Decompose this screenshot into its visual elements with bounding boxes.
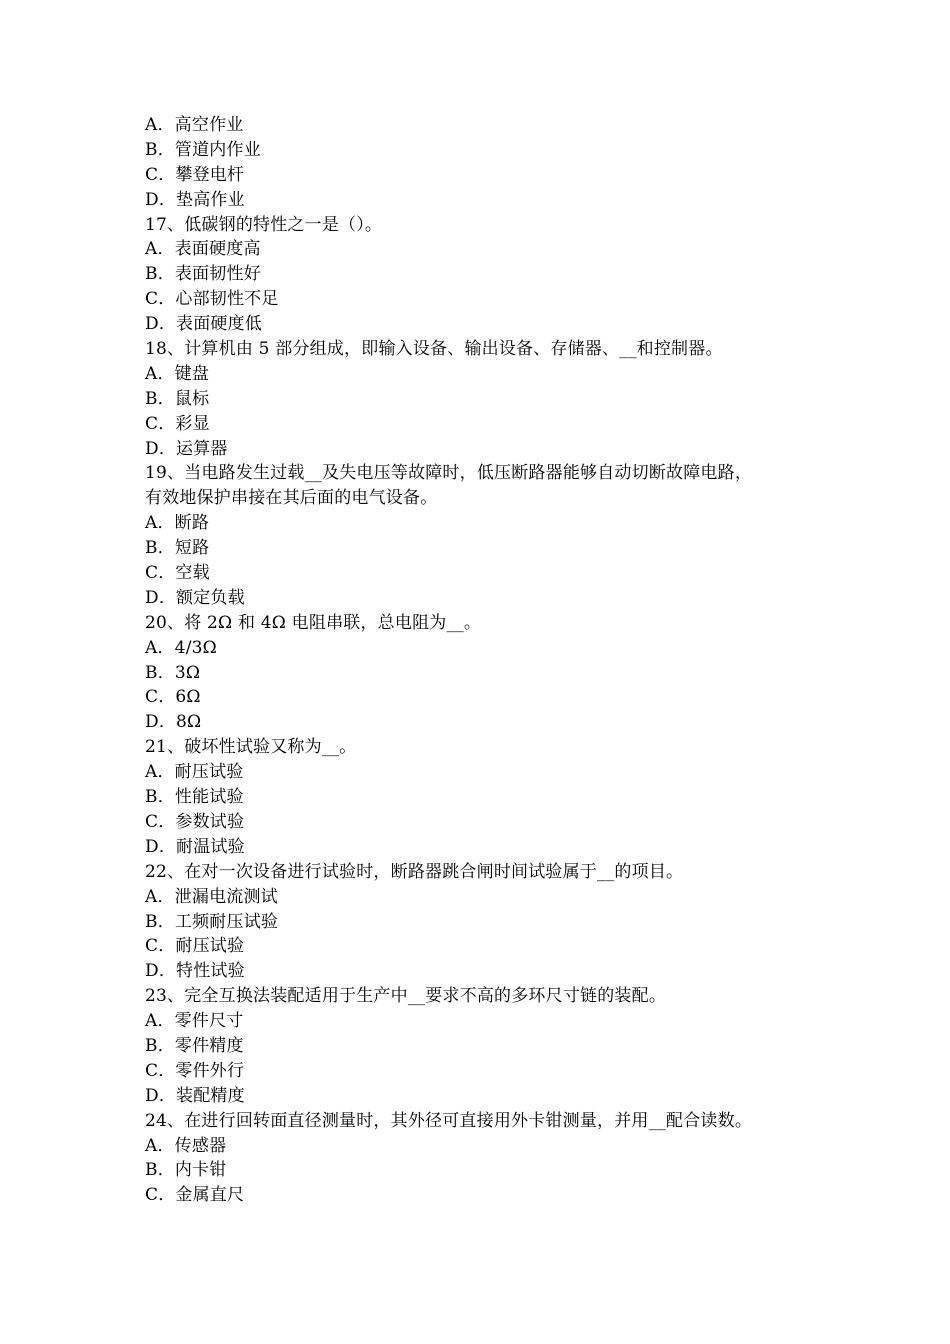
question-20: 20、将 2Ω 和 4Ω 电阻串联，总电阻为__。 [145,612,482,633]
option-line: B．性能试验 [145,787,244,808]
option-line: D．额定负载 [145,587,245,608]
option-line: B．工频耐压试验 [145,911,279,932]
question-19: 19、当电路发生过载__及失电压等故障时，低压断路器能够自动切断故障电路， [145,463,753,484]
option-line: C．心部韧性不足 [145,289,279,310]
option-line: C．彩显 [145,413,210,434]
question-21: 21、破坏性试验又称为__。 [145,737,357,758]
option-line: A．键盘 [145,363,210,384]
option-line: B．3Ω [145,662,201,683]
option-line: B．管道内作业 [145,139,261,160]
option-line: C．金属直尺 [145,1185,245,1206]
option-line: A．传感器 [145,1135,227,1156]
option-line: B．短路 [145,538,210,559]
question-24: 24、在进行回转面直径测量时，其外径可直接用外卡钳测量，并用__配合读数。 [145,1110,753,1131]
option-line: D．垫高作业 [145,189,245,210]
option-line: D．特性试验 [145,961,245,982]
option-line: C．参数试验 [145,811,245,832]
option-line: C．6Ω [145,687,201,708]
option-line: D．装配精度 [145,1085,245,1106]
option-line: C．零件外行 [145,1060,245,1081]
document-body [145,113,825,1208]
option-line: B．零件精度 [145,1035,244,1056]
option-line: D．耐温试验 [145,836,245,857]
option-line: D．表面硬度低 [145,314,263,335]
option-line: D．8Ω [145,712,202,733]
question-18: 18、计算机由 5 部分组成，即输入设备、输出设备、存储器、__和控制器。 [145,339,723,360]
option-line: A．零件尺寸 [145,1011,244,1032]
option-line: B．内卡钳 [145,1160,227,1181]
option-line: D．运算器 [145,438,228,459]
question-19-continued: 有效地保护串接在其后面的电气设备。 [145,488,438,509]
option-line: A．高空作业 [145,115,244,135]
option-line: C．攀登电杆 [145,164,245,185]
question-22: 22、在对一次设备进行试验时，断路器跳合闸时间试验属于__的项目。 [145,861,684,882]
option-line: B．鼠标 [145,388,210,409]
question-17: 17、低碳钢的特性之一是（）。 [145,214,383,235]
question-23: 23、完全互换法装配适用于生产中__要求不高的多环尺寸链的装配。 [145,986,667,1007]
option-line: C．耐压试验 [145,936,245,957]
option-line: C．空载 [145,563,210,584]
option-line: A．表面硬度高 [145,239,261,260]
option-line: A．耐压试验 [145,762,244,783]
option-line: A．断路 [145,513,210,534]
option-line: A．泄漏电流测试 [145,886,278,907]
option-line: A．4/3Ω [145,637,217,658]
option-line: B．表面韧性好 [145,264,261,285]
